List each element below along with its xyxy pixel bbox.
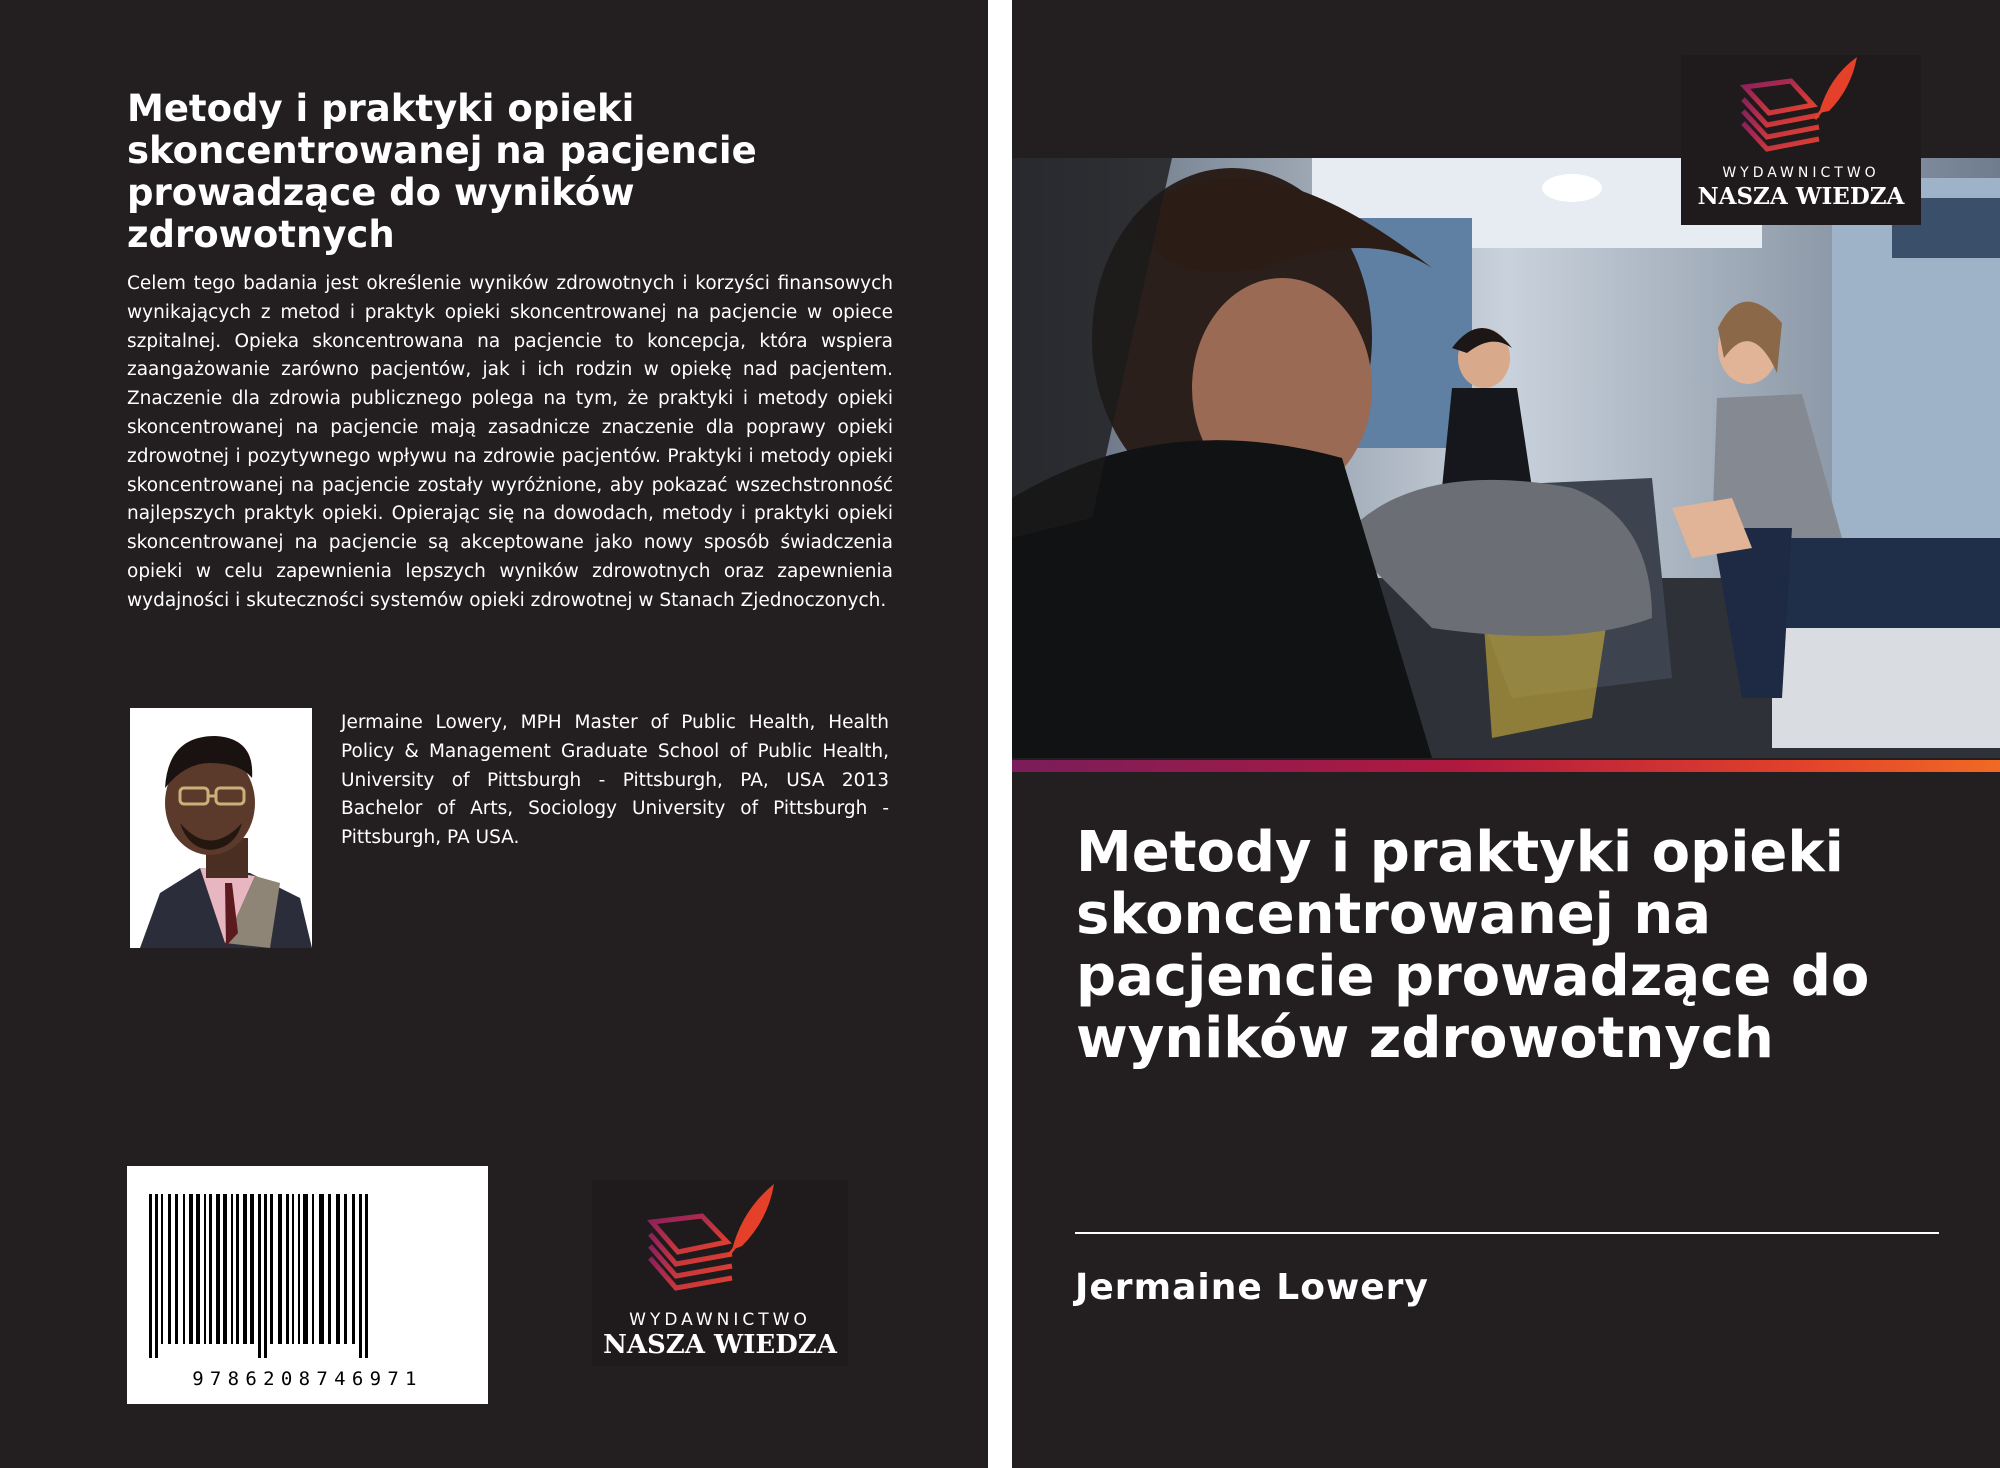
barcode-bar [250,1194,254,1344]
barcode-bar [286,1194,289,1344]
barcode-bar [204,1194,206,1344]
cover-gap [988,0,1012,1468]
back-logo-line2: NASZA WIEDZA [603,1330,837,1360]
isbn-barcode [127,1166,488,1404]
stacked-books-with-quill-icon [1681,55,1921,175]
author-portrait-icon [130,708,312,948]
barcode-bar [209,1194,212,1344]
back-cover [0,0,988,1468]
back-publisher-logo [592,1180,848,1366]
barcode-bar [189,1194,193,1344]
barcode-bar [216,1194,220,1344]
accent-bar [1012,760,2000,772]
barcode-bar [168,1194,171,1344]
barcode-bar [270,1194,273,1344]
barcode-bar [328,1194,331,1344]
front-cover-title: Metody i praktyki opieki skoncentrowanej na pacjencie prowadzące do wyników zdrowotnych [1076,820,1870,1071]
front-logo-line1: WYDAWNICTWO [1722,165,1880,181]
barcode-bar [155,1194,158,1358]
barcode-bar [292,1194,294,1344]
cover-photo [1012,158,2000,758]
front-cover-author: Jermaine Lowery [1075,1267,1429,1308]
front-logo-line2: NASZA WIEDZA [1697,183,1905,210]
barcode-bar [344,1194,347,1344]
barcode-bar [303,1194,308,1344]
barcode-bar [312,1194,314,1344]
barcode-bar [243,1194,247,1344]
barcode-bar [336,1194,340,1344]
barcode-bar [161,1194,163,1344]
barcode-bar [319,1194,324,1344]
author-photo [130,708,312,948]
front-cover [1012,0,2000,1468]
barcode-bar [365,1194,368,1358]
front-publisher-logo [1681,55,1921,225]
author-bio: Jermaine Lowery, MPH Master of Public Health, Health Policy & Management Graduate School of Public Health, University of Pittsburgh - Pittsburgh, PA, USA 2013 Bachelor of Arts, Sociology University of Pittsburgh - Pittsburgh, PA USA. [341,712,889,849]
barcode-bar [231,1194,233,1344]
isbn-digits: 9786208746971 [192,1368,423,1390]
barcode-bar [359,1194,362,1358]
ambulance-interior-photo [1012,158,2000,758]
barcode-bar [175,1194,178,1344]
barcode-bar [223,1194,227,1344]
barcode-bar [149,1194,152,1358]
barcode-bar [264,1194,267,1358]
barcode-bar [196,1194,200,1344]
title-divider [1075,1232,1939,1234]
back-cover-blurb: Celem tego badania jest określenie wyników zdrowotnych i korzyści finansowych wynikających z metod i praktyk opieki skoncentrowanej na pacjencie w opiece szpitalnej. Opieka skoncentrowana na pacjencie to koncepcja, która wspiera zaangażowanie zarówno pacjentów, jak i ich rodzin w opiekę nad pacjentem. Znaczenie dla zdrowia publicznego polega na tym, że praktyki i metody opieki skoncentrowanej na pacjencie mają zasadnicze znaczenie dla poprawy opieki zdrowotnej i pozytywnego wpływu na zdrowie pacjentów. Praktyki i metody opieki skoncentrowanej na pacjencie zostały wyróżnione, aby pokazać wszechstronność najlepszych praktyk opieki. Opierając się na dowodach, metody i praktyki opieki skoncentrowanej na pacjencie są akceptowane jako nowy sposób świadczenia opieki w celu zapewnienia lepszych wyników zdrowotnych oraz zapewnienia wydajności i skuteczności systemów opieki zdrowotnej w Stanach Zjednoczonych. [127,273,893,611]
barcode-bar [298,1194,300,1344]
barcode-bar [278,1194,282,1344]
barcode-bar [258,1194,261,1358]
barcode-bar [236,1194,239,1344]
back-logo-line1: WYDAWNICTWO [629,1310,811,1330]
back-cover-title: Metody i praktyki opieki skoncentrowanej na pacjencie prowadzące do wyników zdrowotnych [127,87,757,256]
barcode-bar [183,1194,185,1344]
barcode-bar [352,1194,355,1344]
